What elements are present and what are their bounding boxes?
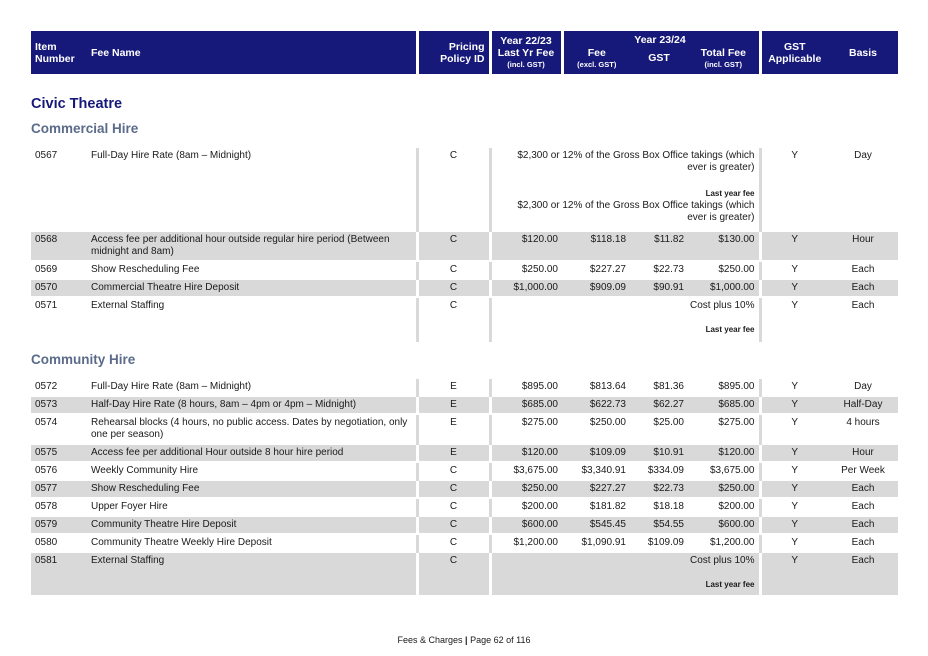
last-year-fee-label: Last year fee [705, 580, 755, 589]
table-row: 0572 Full-Day Hire Rate (8am – Midnight) E $895.00 $813.64 $81.36 $895.00 Y Day [31, 379, 898, 396]
table-row: 0574 Rehearsal blocks (4 hours, no public access. Dates by negotiation, only one per season) E $275.00 $250.00 $25.00 $275.00 Y 4 hours [31, 414, 898, 444]
table-row: 0581 External Staffing C Cost plus 10% Last year fee Y Each [31, 552, 898, 596]
col-pricing-policy: Pricing Policy ID [417, 31, 490, 74]
page-footer: Fees & Charges | Page 62 of 116 [397, 635, 531, 645]
section-title: Civic Theatre [31, 96, 123, 112]
last-year-fee-label: Last year fee [705, 189, 755, 198]
table-row: 0578 Upper Foyer Hire C $200.00 $181.82 $18.18 $200.00 Y Each [31, 498, 898, 516]
table-row: 0570 Commercial Theatre Hire Deposit C $1,000.00 $909.09 $90.91 $1,000.00 Y Each [31, 279, 898, 297]
year-2324-label: Year 23/24 [634, 34, 686, 46]
fee-schedule-page [31, 31, 898, 597]
table-row: 0575 Access fee per additional Hour outside 8 hour hire period E $120.00 $109.09 $10.91 $120.00 Y Hour [31, 444, 898, 462]
commercial-hire-title: Commercial Hire [31, 121, 139, 136]
table-row: 0571 External Staffing C Cost plus 10% Last year fee Y Each [31, 297, 898, 341]
commercial-hire-table [31, 148, 898, 342]
last-year-fee-label: Last year fee [705, 325, 755, 334]
col-last-yr-fee: Year 22/23 Last Yr Fee (incl. GST) [490, 31, 562, 74]
col-total-fee: Total Fee (incl. GST) [688, 31, 760, 74]
header-table [31, 31, 898, 74]
col-gst: Year 23/24 GST [630, 31, 688, 74]
community-hire-table [31, 379, 898, 597]
col-fee-name: Fee Name [87, 31, 417, 74]
table-row: 0576 Weekly Community Hire C $3,675.00 $3,340.91 $334.09 $3,675.00 Y Per Week [31, 462, 898, 480]
col-fee-excl: Fee (excl. GST) [562, 31, 630, 74]
table-row: 0579 Community Theatre Hire Deposit C $600.00 $545.45 $54.55 $600.00 Y Each [31, 516, 898, 534]
table-row: 0567 Full-Day Hire Rate (8am – Midnight) C $2,300 or 12% of the Gross Box Office takings (which ever is greater) Last year fee $2,300 or 12% of the Gross Box Office takings (which ever is greater) Y Day [31, 148, 898, 231]
table-row: 0577 Show Rescheduling Fee C $250.00 $227.27 $22.73 $250.00 Y Each [31, 480, 898, 498]
table-row: 0568 Access fee per additional hour outside regular hire period (Between midnight and 8am) C $120.00 $118.18 $11.82 $130.00 Y Hour [31, 231, 898, 261]
table-row: 0573 Half-Day Hire Rate (8 hours, 8am – 4pm or 4pm – Midnight) E $685.00 $622.73 $62.27 $685.00 Y Half-Day [31, 396, 898, 414]
table-row: 0580 Community Theatre Weekly Hire Deposit C $1,200.00 $1,090.91 $109.09 $1,200.00 Y Each [31, 534, 898, 552]
table-row: 0569 Show Rescheduling Fee C $250.00 $227.27 $22.73 $250.00 Y Each [31, 261, 898, 279]
col-gst-applicable: GST Applicable [760, 31, 828, 74]
community-hire-title: Community Hire [31, 352, 136, 367]
col-item-number: Item Number [31, 31, 87, 74]
col-basis: Basis [828, 31, 898, 74]
header-row [31, 31, 898, 74]
